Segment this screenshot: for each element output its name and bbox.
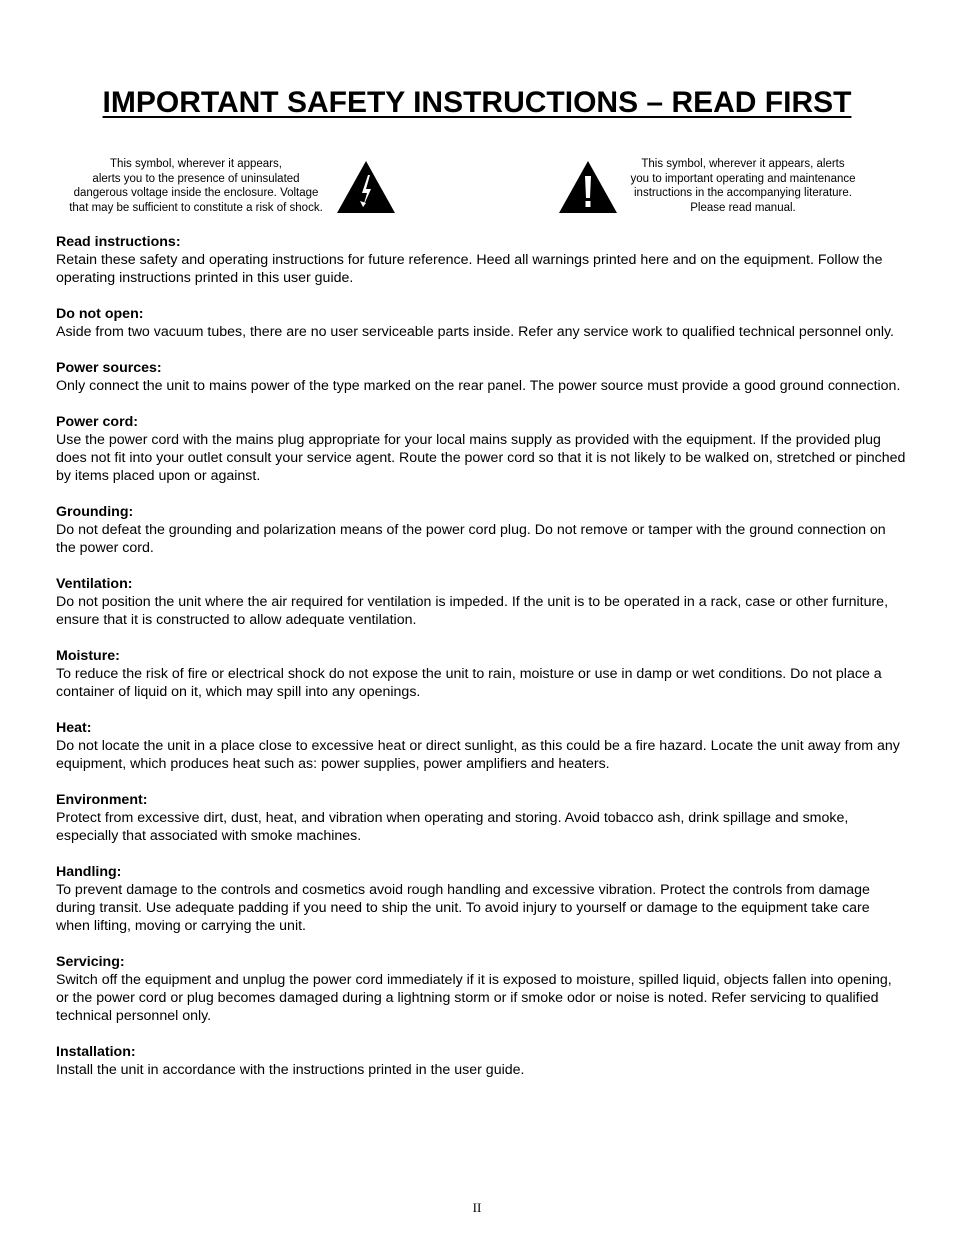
section-body: Switch off the equipment and unplug the power cord immediately if it is exposed to moisture, spilled liquid, objects fallen into opening, or the power cord or plug becomes damaged during a lightning storm or if smoke odor or noise is noted. Refer servicing to qualified technical personnel only. [56,972,892,1024]
section-body: To prevent damage to the controls and cosmetics avoid rough handling and excessive vibration. Protect the controls from damage during transit. Use adequate padding if you need to ship the unit. To avoid injury to yourself or damage to the equipment take care when lifting, moving or carrying the unit. [56,882,870,934]
safety-section [56,413,906,485]
safety-section [56,647,906,701]
section-body: Do not defeat the grounding and polarization means of the power cord plug. Do not remove or tamper with the ground connection on the power cord. [56,522,886,556]
section-body: Protect from excessive dirt, dust, heat, and vibration when operating and storing. Avoid tobacco ash, drink spillage and smoke, especially that associated with smoke machines. [56,810,849,844]
section-heading: Heat: [56,720,92,736]
safety-section [56,863,906,935]
voltage-symbol-description: This symbol, wherever it appears, alerts you to the presence of uninsulated dangerous voltage inside the enclosure. Voltage that may be sufficient to constitute a risk of shock. [69,158,323,214]
section-heading: Installation: [56,1044,136,1060]
section-heading: Environment: [56,792,148,808]
lightning-bolt-warning-icon [336,160,396,214]
page-title [0,84,954,122]
safety-section [56,359,906,395]
section-body: Aside from two vacuum tubes, there are no user serviceable parts inside. Refer any service work to qualified technical personnel only. [56,324,895,340]
section-heading: Moisture: [56,648,120,664]
section-heading: Do not open: [56,306,144,322]
safety-sections [56,233,906,1097]
section-body: Use the power cord with the mains plug appropriate for your local mains supply as provided with the equipment. If the provided plug does not fit into your outlet consult your service agent. Route the power cord so that it is not likely to be walked on, stretched or pinched by items placed upon or against. [56,432,906,484]
page-number: II [472,1200,482,1215]
exclamation-warning-icon [558,160,618,214]
page-title-text: IMPORTANT SAFETY INSTRUCTIONS – READ FIRST [102,86,852,119]
attention-symbol-description: This symbol, wherever it appears, alerts you to important operating and maintenance instructions in the accompanying literature. Please read manual. [630,158,856,214]
safety-section [56,953,906,1025]
safety-section [56,1043,906,1079]
section-heading: Power cord: [56,414,138,430]
section-body: Only connect the unit to mains power of the type marked on the rear panel. The power source must provide a good ground connection. [56,378,901,394]
safety-section [56,719,906,773]
section-body: Retain these safety and operating instructions for future reference. Heed all warnings printed here and on the equipment. Follow the operating instructions printed in this user guide. [56,252,883,286]
section-body: To reduce the risk of fire or electrical shock do not expose the unit to rain, moisture or use in damp or wet conditions. Do not place a container of liquid on it, which may spill into any openings. [56,666,882,700]
section-heading: Ventilation: [56,576,133,592]
section-body: Do not position the unit where the air required for ventilation is impeded. If the unit is to be operated in a rack, case or other furniture, ensure that it is constructed to allow adequate ventilation. [56,594,889,628]
section-heading: Servicing: [56,954,125,970]
section-heading: Read instructions: [56,234,181,250]
section-heading: Handling: [56,864,122,880]
safety-section [56,791,906,845]
section-body: Do not locate the unit in a place close to excessive heat or direct sunlight, as this could be a fire hazard. Locate the unit away from any equipment, which produces heat such as: power supplies, power amplifiers and heaters. [56,738,900,772]
section-heading: Grounding: [56,504,134,520]
safety-section [56,233,906,287]
section-heading: Power sources: [56,360,162,376]
safety-section [56,575,906,629]
section-body: Install the unit in accordance with the instructions printed in the user guide. [56,1062,525,1078]
safety-section [56,503,906,557]
safety-section [56,305,906,341]
